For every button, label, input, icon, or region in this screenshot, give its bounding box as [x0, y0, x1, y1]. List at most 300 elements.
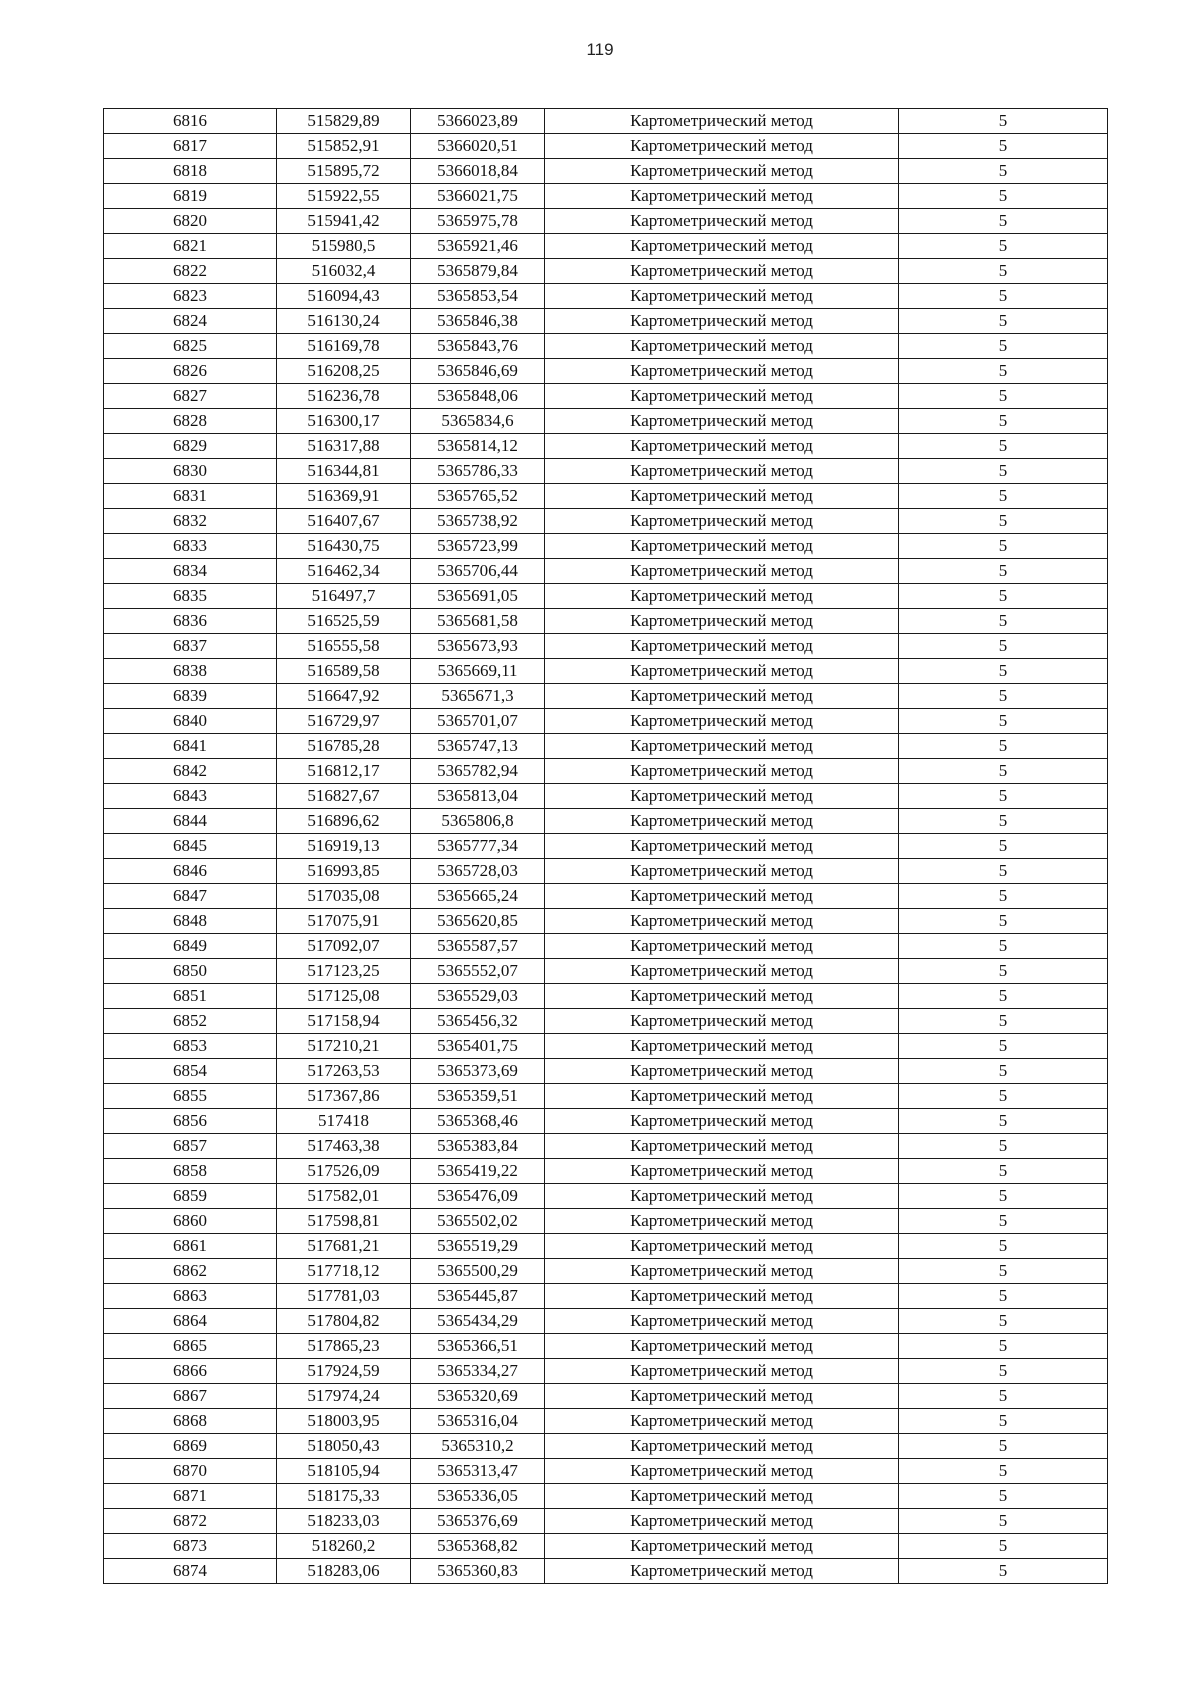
precision-cell: 5 [899, 1159, 1108, 1184]
y-coordinate-cell: 5366023,89 [411, 109, 545, 134]
y-coordinate-cell: 5365310,2 [411, 1434, 545, 1459]
method-cell: Картометрический метод [545, 1034, 899, 1059]
point-number-cell: 6871 [104, 1484, 277, 1509]
table-row [104, 284, 1108, 309]
y-coordinate-cell: 5365879,84 [411, 259, 545, 284]
x-coordinate-cell: 517463,38 [277, 1134, 411, 1159]
table-row [104, 959, 1108, 984]
point-number-cell: 6817 [104, 134, 277, 159]
y-coordinate-cell: 5365848,06 [411, 384, 545, 409]
y-coordinate-cell: 5365360,83 [411, 1559, 545, 1584]
x-coordinate-cell: 515895,72 [277, 159, 411, 184]
x-coordinate-cell: 518175,33 [277, 1484, 411, 1509]
x-coordinate-cell: 516130,24 [277, 309, 411, 334]
coordinates-table-body [104, 109, 1108, 1584]
x-coordinate-cell: 516993,85 [277, 859, 411, 884]
x-coordinate-cell: 516589,58 [277, 659, 411, 684]
table-row [104, 1409, 1108, 1434]
table-row [104, 1509, 1108, 1534]
x-coordinate-cell: 517598,81 [277, 1209, 411, 1234]
x-coordinate-cell: 517367,86 [277, 1084, 411, 1109]
method-cell: Картометрический метод [545, 534, 899, 559]
point-number-cell: 6868 [104, 1409, 277, 1434]
x-coordinate-cell: 517865,23 [277, 1334, 411, 1359]
method-cell: Картометрический метод [545, 1284, 899, 1309]
x-coordinate-cell: 517681,21 [277, 1234, 411, 1259]
precision-cell: 5 [899, 334, 1108, 359]
x-coordinate-cell: 516094,43 [277, 284, 411, 309]
precision-cell: 5 [899, 1359, 1108, 1384]
method-cell: Картометрический метод [545, 1384, 899, 1409]
page-number: 119 [586, 40, 614, 59]
x-coordinate-cell: 515829,89 [277, 109, 411, 134]
table-row [104, 584, 1108, 609]
y-coordinate-cell: 5365620,85 [411, 909, 545, 934]
y-coordinate-cell: 5365665,24 [411, 884, 545, 909]
precision-cell: 5 [899, 1109, 1108, 1134]
x-coordinate-cell: 515941,42 [277, 209, 411, 234]
table-row [104, 909, 1108, 934]
method-cell: Картометрический метод [545, 1409, 899, 1434]
method-cell: Картометрический метод [545, 834, 899, 859]
table-row [104, 259, 1108, 284]
method-cell: Картометрический метод [545, 709, 899, 734]
precision-cell: 5 [899, 1284, 1108, 1309]
point-number-cell: 6842 [104, 759, 277, 784]
method-cell: Картометрический метод [545, 284, 899, 309]
method-cell: Картометрический метод [545, 609, 899, 634]
point-number-cell: 6816 [104, 109, 277, 134]
point-number-cell: 6824 [104, 309, 277, 334]
table-row [104, 759, 1108, 784]
table-row [104, 1334, 1108, 1359]
precision-cell: 5 [899, 409, 1108, 434]
point-number-cell: 6838 [104, 659, 277, 684]
coordinates-table [103, 108, 1108, 1584]
table-row [104, 134, 1108, 159]
table-row [104, 734, 1108, 759]
point-number-cell: 6870 [104, 1459, 277, 1484]
table-row [104, 1534, 1108, 1559]
point-number-cell: 6818 [104, 159, 277, 184]
method-cell: Картометрический метод [545, 1534, 899, 1559]
point-number-cell: 6823 [104, 284, 277, 309]
method-cell: Картометрический метод [545, 1309, 899, 1334]
method-cell: Картометрический метод [545, 1059, 899, 1084]
method-cell: Картометрический метод [545, 1159, 899, 1184]
table-row [104, 1284, 1108, 1309]
point-number-cell: 6840 [104, 709, 277, 734]
precision-cell: 5 [899, 484, 1108, 509]
x-coordinate-cell: 516525,59 [277, 609, 411, 634]
x-coordinate-cell: 517035,08 [277, 884, 411, 909]
point-number-cell: 6839 [104, 684, 277, 709]
method-cell: Картометрический метод [545, 459, 899, 484]
x-coordinate-cell: 517125,08 [277, 984, 411, 1009]
precision-cell: 5 [899, 534, 1108, 559]
point-number-cell: 6873 [104, 1534, 277, 1559]
table-row [104, 534, 1108, 559]
x-coordinate-cell: 516785,28 [277, 734, 411, 759]
precision-cell: 5 [899, 1459, 1108, 1484]
precision-cell: 5 [899, 309, 1108, 334]
y-coordinate-cell: 5365368,46 [411, 1109, 545, 1134]
point-number-cell: 6860 [104, 1209, 277, 1234]
y-coordinate-cell: 5365834,6 [411, 409, 545, 434]
precision-cell: 5 [899, 259, 1108, 284]
x-coordinate-cell: 517075,91 [277, 909, 411, 934]
y-coordinate-cell: 5366021,75 [411, 184, 545, 209]
precision-cell: 5 [899, 1509, 1108, 1534]
precision-cell: 5 [899, 759, 1108, 784]
method-cell: Картометрический метод [545, 659, 899, 684]
precision-cell: 5 [899, 1334, 1108, 1359]
point-number-cell: 6867 [104, 1384, 277, 1409]
y-coordinate-cell: 5365806,8 [411, 809, 545, 834]
table-row [104, 234, 1108, 259]
method-cell: Картометрический метод [545, 1109, 899, 1134]
x-coordinate-cell: 516407,67 [277, 509, 411, 534]
table-row [104, 1059, 1108, 1084]
precision-cell: 5 [899, 934, 1108, 959]
precision-cell: 5 [899, 784, 1108, 809]
precision-cell: 5 [899, 634, 1108, 659]
precision-cell: 5 [899, 984, 1108, 1009]
precision-cell: 5 [899, 734, 1108, 759]
point-number-cell: 6836 [104, 609, 277, 634]
x-coordinate-cell: 516896,62 [277, 809, 411, 834]
y-coordinate-cell: 5365401,75 [411, 1034, 545, 1059]
y-coordinate-cell: 5365529,03 [411, 984, 545, 1009]
method-cell: Картометрический метод [545, 984, 899, 1009]
y-coordinate-cell: 5365376,69 [411, 1509, 545, 1534]
precision-cell: 5 [899, 1134, 1108, 1159]
table-row [104, 459, 1108, 484]
y-coordinate-cell: 5365728,03 [411, 859, 545, 884]
y-coordinate-cell: 5365320,69 [411, 1384, 545, 1409]
table-row [104, 1484, 1108, 1509]
point-number-cell: 6837 [104, 634, 277, 659]
precision-cell: 5 [899, 359, 1108, 384]
method-cell: Картометрический метод [545, 1509, 899, 1534]
x-coordinate-cell: 518003,95 [277, 1409, 411, 1434]
y-coordinate-cell: 5365814,12 [411, 434, 545, 459]
y-coordinate-cell: 5365669,11 [411, 659, 545, 684]
precision-cell: 5 [899, 659, 1108, 684]
method-cell: Картометрический метод [545, 1259, 899, 1284]
precision-cell: 5 [899, 1259, 1108, 1284]
y-coordinate-cell: 5365701,07 [411, 709, 545, 734]
method-cell: Картометрический метод [545, 409, 899, 434]
y-coordinate-cell: 5365782,94 [411, 759, 545, 784]
precision-cell: 5 [899, 809, 1108, 834]
precision-cell: 5 [899, 209, 1108, 234]
method-cell: Картометрический метод [545, 884, 899, 909]
y-coordinate-cell: 5365366,51 [411, 1334, 545, 1359]
y-coordinate-cell: 5365723,99 [411, 534, 545, 559]
y-coordinate-cell: 5365673,93 [411, 634, 545, 659]
x-coordinate-cell: 518050,43 [277, 1434, 411, 1459]
precision-cell: 5 [899, 1059, 1108, 1084]
method-cell: Картометрический метод [545, 1009, 899, 1034]
table-row [104, 484, 1108, 509]
y-coordinate-cell: 5365846,38 [411, 309, 545, 334]
method-cell: Картометрический метод [545, 1484, 899, 1509]
table-row [104, 1184, 1108, 1209]
precision-cell: 5 [899, 609, 1108, 634]
table-row [104, 1209, 1108, 1234]
y-coordinate-cell: 5365706,44 [411, 559, 545, 584]
method-cell: Картометрический метод [545, 859, 899, 884]
table-row [104, 884, 1108, 909]
point-number-cell: 6828 [104, 409, 277, 434]
table-row [104, 809, 1108, 834]
precision-cell: 5 [899, 509, 1108, 534]
x-coordinate-cell: 516497,7 [277, 584, 411, 609]
method-cell: Картометрический метод [545, 1084, 899, 1109]
precision-cell: 5 [899, 1534, 1108, 1559]
precision-cell: 5 [899, 284, 1108, 309]
point-number-cell: 6844 [104, 809, 277, 834]
point-number-cell: 6862 [104, 1259, 277, 1284]
table-row [104, 834, 1108, 859]
method-cell: Картометрический метод [545, 234, 899, 259]
x-coordinate-cell: 517718,12 [277, 1259, 411, 1284]
table-row [104, 684, 1108, 709]
method-cell: Картометрический метод [545, 584, 899, 609]
y-coordinate-cell: 5365975,78 [411, 209, 545, 234]
y-coordinate-cell: 5366018,84 [411, 159, 545, 184]
y-coordinate-cell: 5365738,92 [411, 509, 545, 534]
point-number-cell: 6822 [104, 259, 277, 284]
precision-cell: 5 [899, 1559, 1108, 1584]
x-coordinate-cell: 517263,53 [277, 1059, 411, 1084]
precision-cell: 5 [899, 1384, 1108, 1409]
x-coordinate-cell: 517158,94 [277, 1009, 411, 1034]
x-coordinate-cell: 516300,17 [277, 409, 411, 434]
precision-cell: 5 [899, 859, 1108, 884]
precision-cell: 5 [899, 384, 1108, 409]
method-cell: Картометрический метод [545, 434, 899, 459]
x-coordinate-cell: 516169,78 [277, 334, 411, 359]
method-cell: Картометрический метод [545, 934, 899, 959]
table-row [104, 659, 1108, 684]
point-number-cell: 6843 [104, 784, 277, 809]
table-row [104, 559, 1108, 584]
point-number-cell: 6835 [104, 584, 277, 609]
table-row [104, 1084, 1108, 1109]
point-number-cell: 6865 [104, 1334, 277, 1359]
table-row [104, 1459, 1108, 1484]
method-cell: Картометрический метод [545, 909, 899, 934]
y-coordinate-cell: 5365777,34 [411, 834, 545, 859]
y-coordinate-cell: 5365313,47 [411, 1459, 545, 1484]
precision-cell: 5 [899, 1309, 1108, 1334]
x-coordinate-cell: 516555,58 [277, 634, 411, 659]
x-coordinate-cell: 515922,55 [277, 184, 411, 209]
x-coordinate-cell: 516344,81 [277, 459, 411, 484]
point-number-cell: 6869 [104, 1434, 277, 1459]
table-row [104, 1109, 1108, 1134]
precision-cell: 5 [899, 234, 1108, 259]
table-row [104, 159, 1108, 184]
point-number-cell: 6833 [104, 534, 277, 559]
point-number-cell: 6854 [104, 1059, 277, 1084]
x-coordinate-cell: 516919,13 [277, 834, 411, 859]
table-row [104, 334, 1108, 359]
y-coordinate-cell: 5365843,76 [411, 334, 545, 359]
point-number-cell: 6841 [104, 734, 277, 759]
point-number-cell: 6861 [104, 1234, 277, 1259]
table-row [104, 1309, 1108, 1334]
x-coordinate-cell: 518105,94 [277, 1459, 411, 1484]
x-coordinate-cell: 516462,34 [277, 559, 411, 584]
point-number-cell: 6858 [104, 1159, 277, 1184]
table-row [104, 1234, 1108, 1259]
method-cell: Картометрический метод [545, 384, 899, 409]
method-cell: Картометрический метод [545, 309, 899, 334]
precision-cell: 5 [899, 1234, 1108, 1259]
x-coordinate-cell: 516729,97 [277, 709, 411, 734]
point-number-cell: 6821 [104, 234, 277, 259]
y-coordinate-cell: 5365921,46 [411, 234, 545, 259]
method-cell: Картометрический метод [545, 359, 899, 384]
point-number-cell: 6827 [104, 384, 277, 409]
table-row [104, 1359, 1108, 1384]
precision-cell: 5 [899, 1034, 1108, 1059]
y-coordinate-cell: 5365359,51 [411, 1084, 545, 1109]
x-coordinate-cell: 516236,78 [277, 384, 411, 409]
point-number-cell: 6853 [104, 1034, 277, 1059]
x-coordinate-cell: 515980,5 [277, 234, 411, 259]
y-coordinate-cell: 5365476,09 [411, 1184, 545, 1209]
y-coordinate-cell: 5365456,32 [411, 1009, 545, 1034]
x-coordinate-cell: 518260,2 [277, 1534, 411, 1559]
point-number-cell: 6825 [104, 334, 277, 359]
precision-cell: 5 [899, 1209, 1108, 1234]
y-coordinate-cell: 5365445,87 [411, 1284, 545, 1309]
method-cell: Картометрический метод [545, 684, 899, 709]
table-row [104, 434, 1108, 459]
coordinates-table-container [103, 108, 1107, 1584]
point-number-cell: 6826 [104, 359, 277, 384]
precision-cell: 5 [899, 134, 1108, 159]
x-coordinate-cell: 517210,21 [277, 1034, 411, 1059]
precision-cell: 5 [899, 884, 1108, 909]
y-coordinate-cell: 5365747,13 [411, 734, 545, 759]
point-number-cell: 6866 [104, 1359, 277, 1384]
point-number-cell: 6857 [104, 1134, 277, 1159]
y-coordinate-cell: 5365334,27 [411, 1359, 545, 1384]
x-coordinate-cell: 517924,59 [277, 1359, 411, 1384]
x-coordinate-cell: 517526,09 [277, 1159, 411, 1184]
point-number-cell: 6846 [104, 859, 277, 884]
x-coordinate-cell: 517418 [277, 1109, 411, 1134]
point-number-cell: 6832 [104, 509, 277, 534]
method-cell: Картометрический метод [545, 759, 899, 784]
method-cell: Картометрический метод [545, 209, 899, 234]
table-row [104, 609, 1108, 634]
table-row [104, 984, 1108, 1009]
point-number-cell: 6834 [104, 559, 277, 584]
y-coordinate-cell: 5365383,84 [411, 1134, 545, 1159]
y-coordinate-cell: 5365853,54 [411, 284, 545, 309]
point-number-cell: 6850 [104, 959, 277, 984]
precision-cell: 5 [899, 1409, 1108, 1434]
table-row [104, 934, 1108, 959]
point-number-cell: 6852 [104, 1009, 277, 1034]
point-number-cell: 6848 [104, 909, 277, 934]
method-cell: Картометрический метод [545, 734, 899, 759]
x-coordinate-cell: 517092,07 [277, 934, 411, 959]
method-cell: Картометрический метод [545, 509, 899, 534]
point-number-cell: 6831 [104, 484, 277, 509]
y-coordinate-cell: 5365419,22 [411, 1159, 545, 1184]
x-coordinate-cell: 516827,67 [277, 784, 411, 809]
y-coordinate-cell: 5365502,02 [411, 1209, 545, 1234]
table-row [104, 209, 1108, 234]
method-cell: Картометрический метод [545, 1209, 899, 1234]
y-coordinate-cell: 5365316,04 [411, 1409, 545, 1434]
precision-cell: 5 [899, 1184, 1108, 1209]
y-coordinate-cell: 5365671,3 [411, 684, 545, 709]
method-cell: Картометрический метод [545, 259, 899, 284]
method-cell: Картометрический метод [545, 1559, 899, 1584]
method-cell: Картометрический метод [545, 334, 899, 359]
method-cell: Картометрический метод [545, 109, 899, 134]
y-coordinate-cell: 5366020,51 [411, 134, 545, 159]
point-number-cell: 6819 [104, 184, 277, 209]
table-row [104, 359, 1108, 384]
x-coordinate-cell: 517974,24 [277, 1384, 411, 1409]
x-coordinate-cell: 516369,91 [277, 484, 411, 509]
method-cell: Картометрический метод [545, 634, 899, 659]
method-cell: Картометрический метод [545, 1359, 899, 1384]
x-coordinate-cell: 516430,75 [277, 534, 411, 559]
point-number-cell: 6856 [104, 1109, 277, 1134]
x-coordinate-cell: 516032,4 [277, 259, 411, 284]
method-cell: Картометрический метод [545, 134, 899, 159]
y-coordinate-cell: 5365336,05 [411, 1484, 545, 1509]
point-number-cell: 6845 [104, 834, 277, 859]
point-number-cell: 6851 [104, 984, 277, 1009]
table-row [104, 709, 1108, 734]
precision-cell: 5 [899, 459, 1108, 484]
y-coordinate-cell: 5365373,69 [411, 1059, 545, 1084]
method-cell: Картометрический метод [545, 1434, 899, 1459]
table-row [104, 384, 1108, 409]
precision-cell: 5 [899, 159, 1108, 184]
x-coordinate-cell: 517804,82 [277, 1309, 411, 1334]
y-coordinate-cell: 5365846,69 [411, 359, 545, 384]
method-cell: Картометрический метод [545, 784, 899, 809]
table-row [104, 1009, 1108, 1034]
y-coordinate-cell: 5365500,29 [411, 1259, 545, 1284]
y-coordinate-cell: 5365786,33 [411, 459, 545, 484]
y-coordinate-cell: 5365368,82 [411, 1534, 545, 1559]
table-row [104, 1259, 1108, 1284]
y-coordinate-cell: 5365691,05 [411, 584, 545, 609]
point-number-cell: 6855 [104, 1084, 277, 1109]
precision-cell: 5 [899, 1084, 1108, 1109]
y-coordinate-cell: 5365434,29 [411, 1309, 545, 1334]
x-coordinate-cell: 516647,92 [277, 684, 411, 709]
table-row [104, 1159, 1108, 1184]
method-cell: Картометрический метод [545, 1134, 899, 1159]
table-row [104, 309, 1108, 334]
method-cell: Картометрический метод [545, 484, 899, 509]
y-coordinate-cell: 5365813,04 [411, 784, 545, 809]
